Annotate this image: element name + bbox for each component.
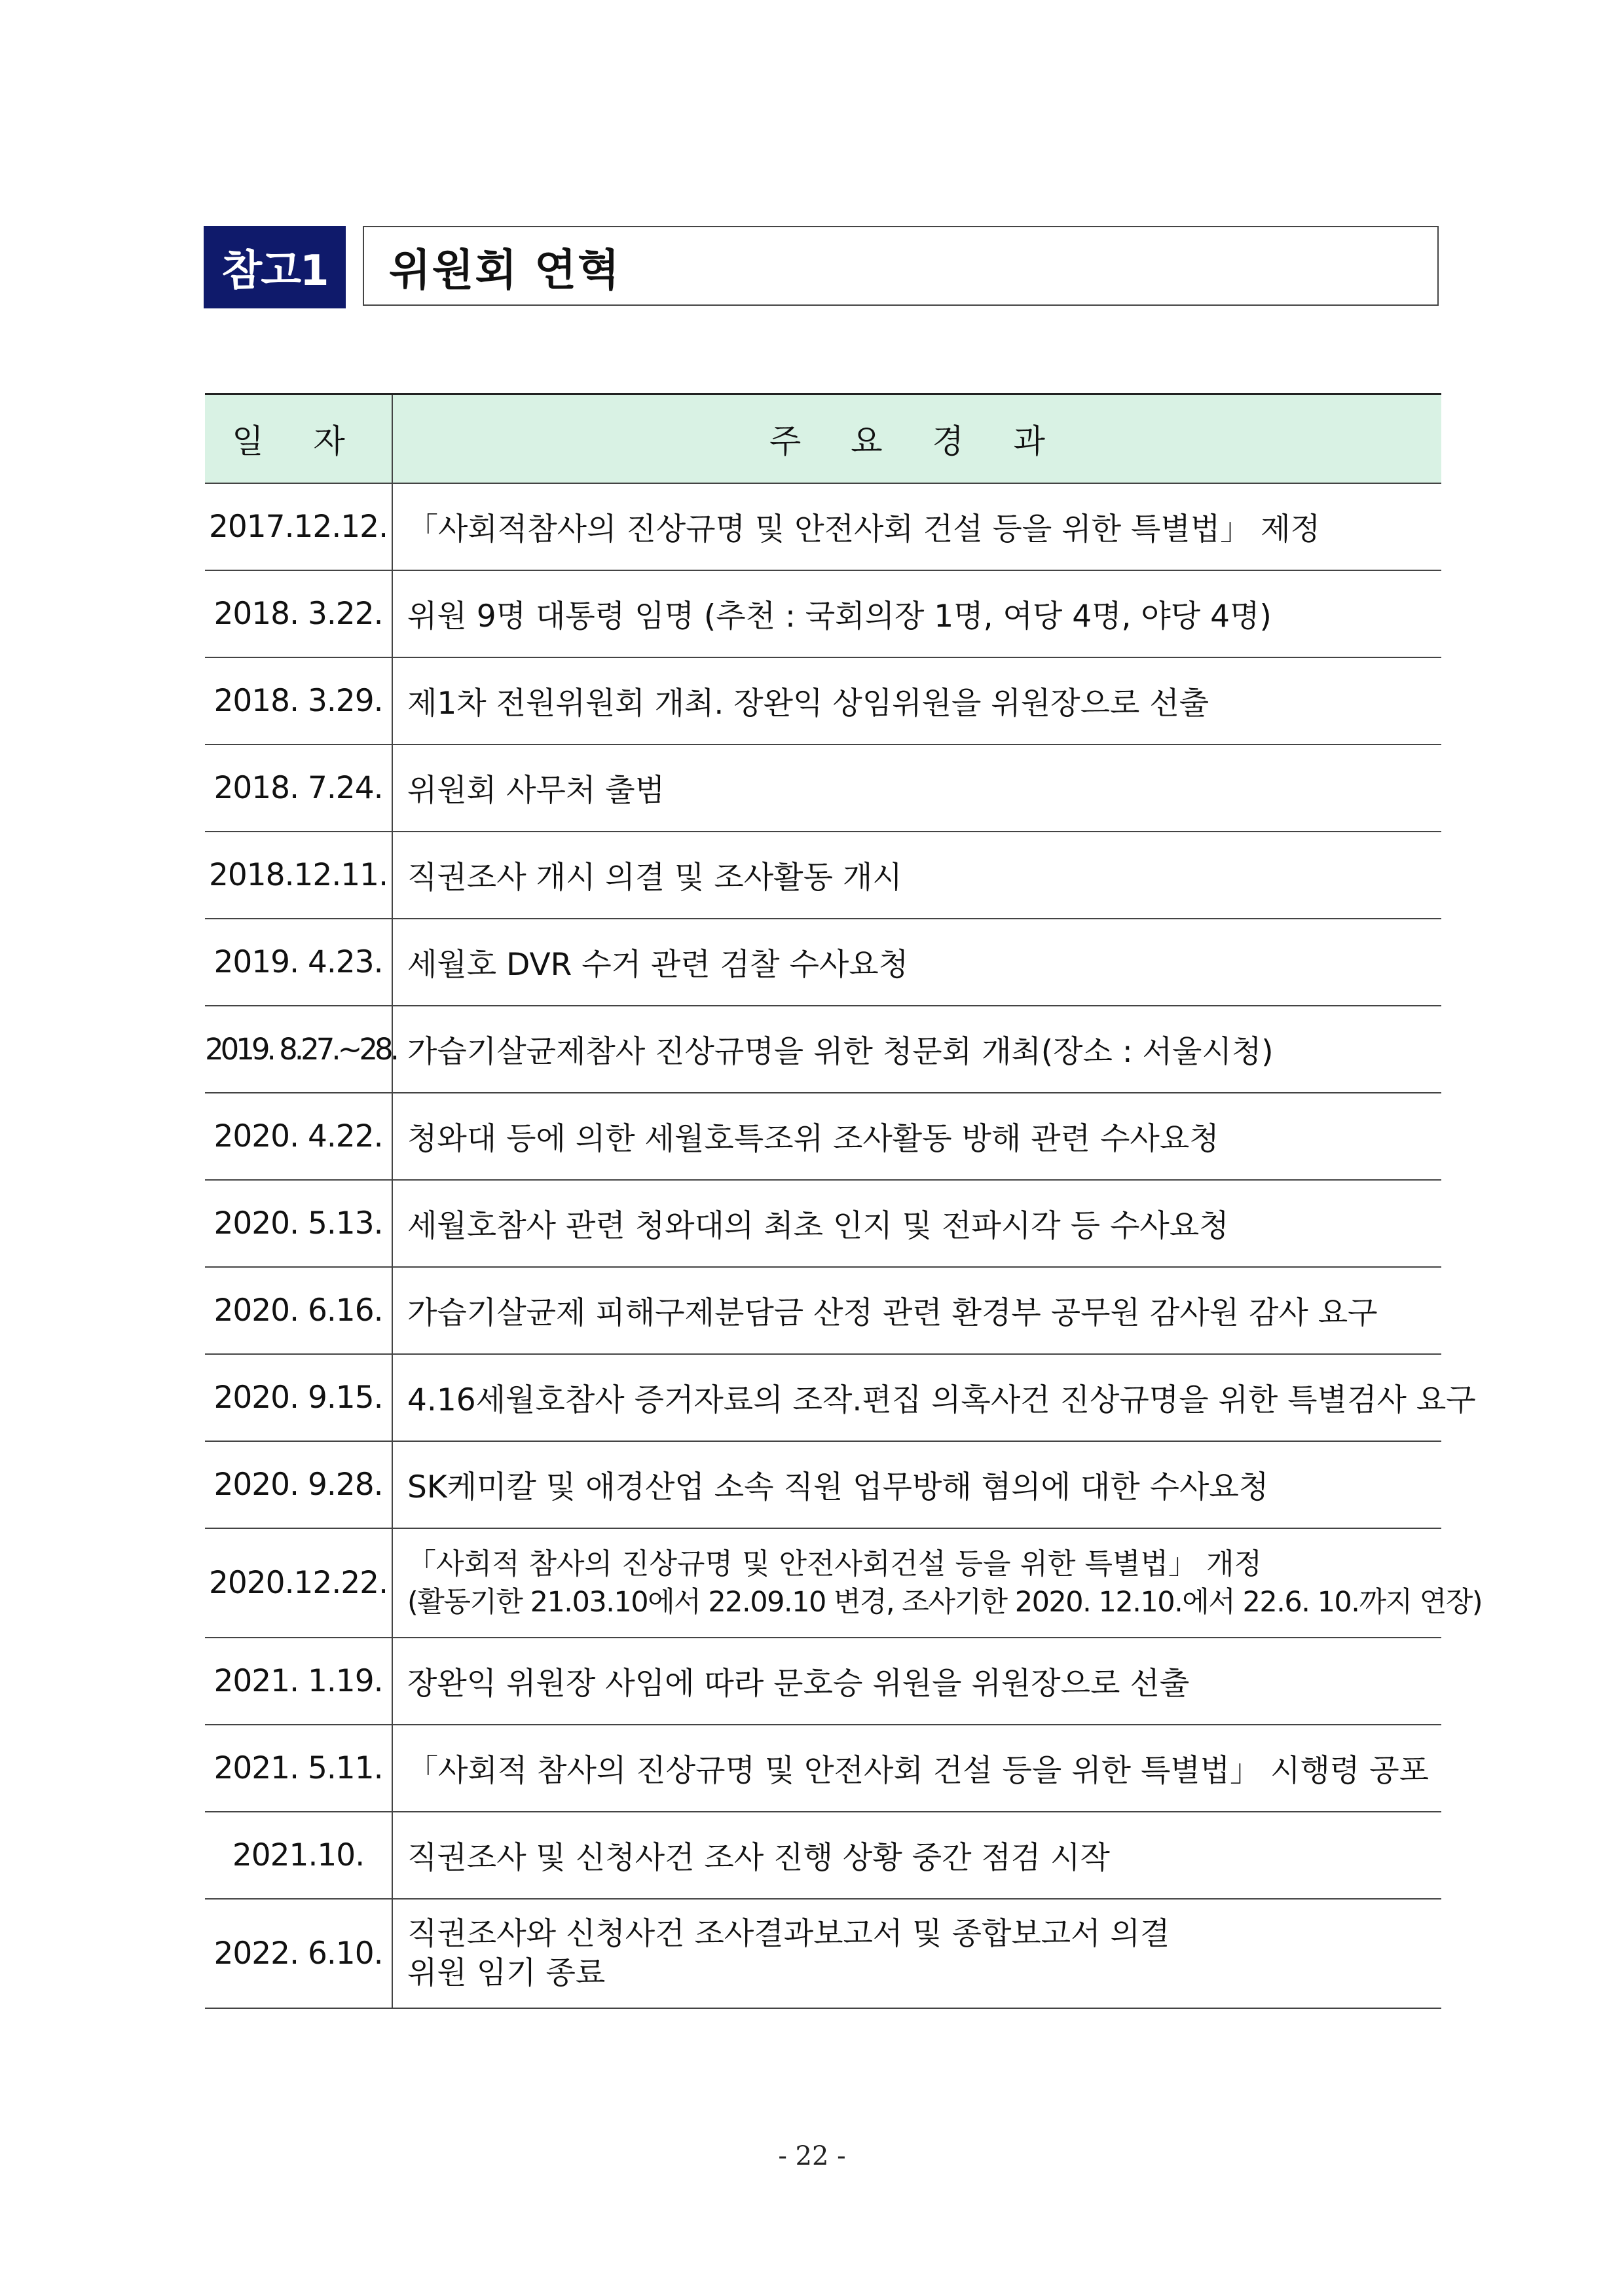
event-line: 4.16세월호참사 증거자료의 조작.편집 의혹사건 진상규명을 위한 특별검사 요구 (407, 1382, 1476, 1418)
table-header (205, 394, 1441, 484)
row-events (392, 1093, 1441, 1180)
table-row (205, 1638, 1441, 1725)
event-line: 직권조사 개시 의결 및 조사활동 개시 (407, 860, 902, 896)
table-row (205, 1180, 1441, 1267)
table-row (205, 1528, 1441, 1638)
row-events (392, 919, 1441, 1006)
row-date: 2020.12.22. (205, 1528, 392, 1638)
row-date: 2019. 8.27.~28. (205, 1006, 392, 1093)
table-row (205, 1354, 1441, 1441)
row-events (392, 1441, 1441, 1528)
section-header (204, 226, 1441, 308)
row-date: 2017.12.12. (205, 483, 392, 570)
table-row (205, 919, 1441, 1006)
row-events (392, 570, 1441, 657)
row-events (392, 1638, 1441, 1725)
reference-badge: 참고1 (204, 226, 346, 308)
row-date: 2020. 5.13. (205, 1180, 392, 1267)
row-date: 2022. 6.10. (205, 1899, 392, 2008)
row-date: 2018.12.11. (205, 832, 392, 919)
event-line: 장완익 위원장 사임에 따라 문호승 위원을 위원장으로 선출 (407, 1666, 1190, 1702)
table-row (205, 832, 1441, 919)
row-date: 2020. 9.15. (205, 1354, 392, 1441)
row-date: 2018. 7.24. (205, 744, 392, 832)
event-line: (활동기한 21.03.10에서 22.09.10 변경, 조사기한 2020. 12.10.에서 22.6. 10.까지 연장) (407, 1585, 1483, 1619)
row-events (392, 1006, 1441, 1093)
event-line: 직권조사 및 신청사건 조사 진행 상황 중간 점검 시작 (407, 1840, 1110, 1876)
row-events (392, 1812, 1441, 1899)
row-events (392, 1267, 1441, 1354)
row-date: 2019. 4.23. (205, 919, 392, 1006)
table-row (205, 1725, 1441, 1812)
table-row (205, 483, 1441, 570)
table-row (205, 657, 1441, 744)
row-date: 2020. 9.28. (205, 1441, 392, 1528)
event-line: 청와대 등에 의한 세월호특조위 조사활동 방해 관련 수사요청 (407, 1121, 1219, 1157)
event-line: 「사회적 참사의 진상규명 및 안전사회건설 등을 위한 특별법」 개정 (407, 1547, 1262, 1581)
event-line: 세월호 DVR 수거 관련 검찰 수사요청 (407, 947, 909, 983)
row-events (392, 1725, 1441, 1812)
table-row (205, 1899, 1441, 2008)
row-date: 2021. 5.11. (205, 1725, 392, 1812)
row-events (392, 744, 1441, 832)
row-date: 2021. 1.19. (205, 1638, 392, 1725)
event-line: 가습기살균제참사 진상규명을 위한 청문회 개최(장소 : 서울시청) (407, 1034, 1274, 1070)
row-events (392, 657, 1441, 744)
column-header-events: 주 요 경 과 (392, 394, 1441, 484)
row-events (392, 1528, 1483, 1638)
event-line: 위원 9명 대통령 임명 (추천 : 국회의장 1명, 여당 4명, 야당 4명) (407, 598, 1272, 634)
table-row (205, 1006, 1441, 1093)
event-line: 「사회적 참사의 진상규명 및 안전사회 건설 등을 위한 특별법」 시행령 공포 (407, 1753, 1430, 1789)
event-line: 제1차 전원위원회 개최. 장완익 상임위원을 위원장으로 선출 (407, 686, 1209, 722)
event-line: 직권조사와 신청사건 조사결과보고서 및 종합보고서 의결 (407, 1915, 1170, 1952)
row-date: 2020. 4.22. (205, 1093, 392, 1180)
row-date: 2020. 6.16. (205, 1267, 392, 1354)
row-date: 2018. 3.29. (205, 657, 392, 744)
table-row (205, 744, 1441, 832)
event-line: 위원 임기 종료 (407, 1955, 606, 1991)
event-line: SK케미칼 및 애경산업 소속 직원 업무방해 혐의에 대한 수사요청 (407, 1469, 1269, 1505)
table-row (205, 1093, 1441, 1180)
table-row (205, 1441, 1441, 1528)
history-table (205, 393, 1483, 2009)
event-line: 「사회적참사의 진상규명 및 안전사회 건설 등을 위한 특별법」 제정 (407, 511, 1320, 547)
section-title: 위원회 연혁 (363, 226, 1439, 306)
row-events (392, 1180, 1441, 1267)
row-events (392, 483, 1441, 570)
row-events (392, 1899, 1441, 2008)
table-row (205, 1812, 1441, 1899)
table-row (205, 570, 1441, 657)
row-events (392, 1354, 1476, 1441)
table-row (205, 1267, 1441, 1354)
table-body (205, 483, 1483, 2008)
column-header-date: 일 자 (205, 394, 392, 484)
event-line: 위원회 사무처 출범 (407, 773, 665, 809)
row-date: 2021.10. (205, 1812, 392, 1899)
event-line: 가습기살균제 피해구제분담금 산정 관련 환경부 공무원 감사원 감사 요구 (407, 1295, 1378, 1331)
row-date: 2018. 3.22. (205, 570, 392, 657)
row-events (392, 832, 1441, 919)
event-line: 세월호참사 관련 청와대의 최초 인지 및 전파시각 등 수사요청 (407, 1208, 1229, 1244)
page-number: - 22 - (778, 2141, 846, 2171)
